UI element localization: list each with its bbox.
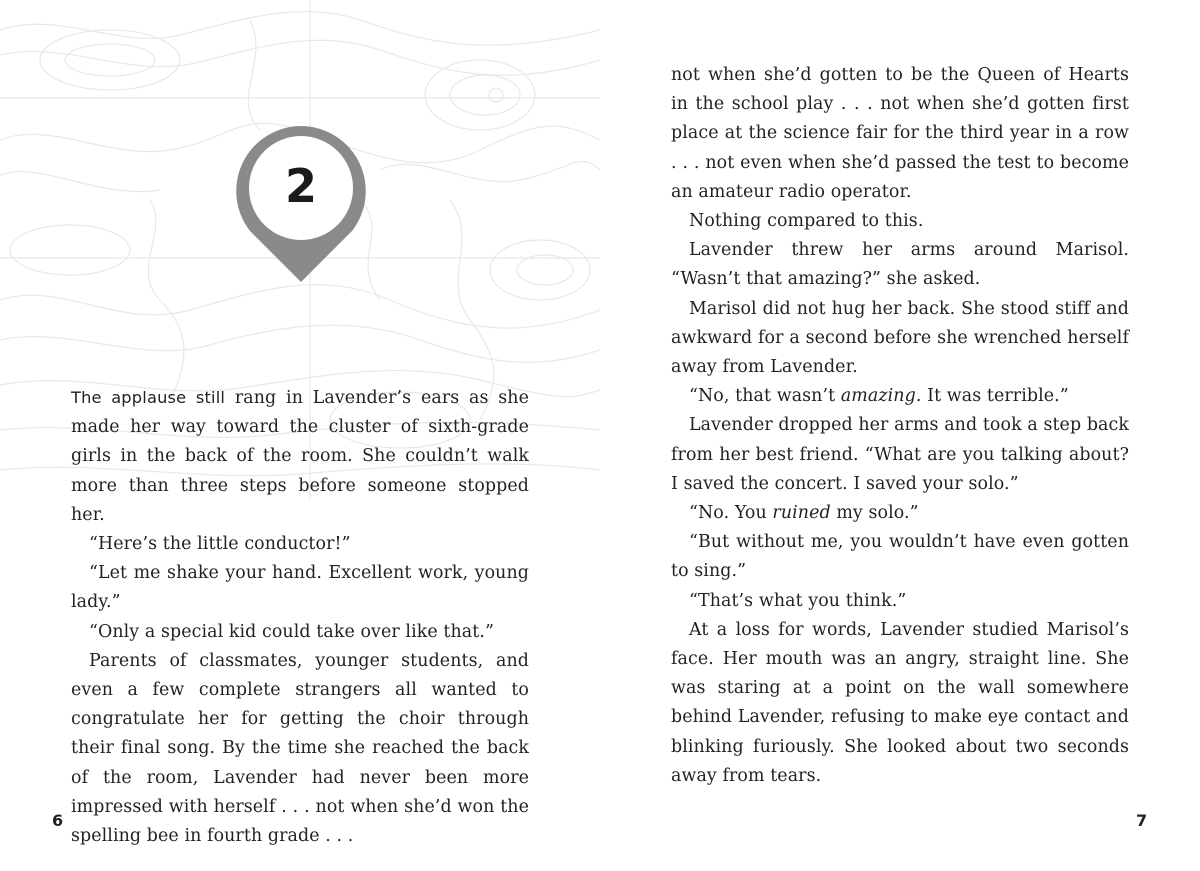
paragraph: “Only a special kid could take over like that.” — [89, 621, 494, 642]
emphasis: amazing. — [840, 386, 922, 407]
page-number: 7 — [1136, 811, 1148, 830]
paragraph: “No, that wasn’t amazing. It was terrible.” — [689, 386, 1069, 407]
paragraph: “Let me shake your hand. Excellent work, young lady.” — [71, 563, 529, 613]
page-number: 6 — [52, 811, 64, 830]
chapter-lead-in: The applause still — [71, 388, 226, 407]
right-page — [600, 0, 1200, 871]
paragraph: The applause still rang in Lavender’s ears as she made her way toward the cluster of sixth-grade girls in the back of the room. She couldn’t walk more than three steps before someone stopped her. — [71, 388, 529, 525]
chapter-number: 2 — [284, 159, 317, 213]
paragraph: “But without me, you wouldn’t have even gotten to sing.” — [671, 532, 1129, 582]
paragraph: “Here’s the little conductor!” — [89, 534, 351, 555]
paragraph: At a loss for words, Lavender studied Marisol’s face. Her mouth was an angry, straight line. She was staring at a point on the wall somewhere behind Lavender, refusing to make eye contact and blinking furiously. She looked about two seconds away from tears. — [671, 619, 1129, 786]
paragraph: “No. You ruined my solo.” — [689, 503, 919, 524]
emphasis: ruined — [772, 503, 831, 524]
left-page-body — [71, 383, 529, 851]
paragraph: “That’s what you think.” — [689, 590, 907, 611]
paragraph: Lavender dropped her arms and took a step back from her best friend. “What are you talking about? I saved the concert. I saved your solo.” — [671, 415, 1129, 494]
paragraph: Parents of classmates, younger students, and even a few complete strangers all wanted to congratulate her for getting the choir through their final song. By the time she reached the back of the room, Lavender had never been more impressed with herself . . . not when she’d won the spelling bee in fourth grade . . . — [71, 650, 529, 847]
paragraph: Nothing compared to this. — [689, 211, 924, 232]
right-page-body — [671, 61, 1129, 791]
paragraph: Lavender threw her arms around Marisol. “Wasn’t that amazing?” she asked. — [671, 240, 1129, 290]
paragraph: not when she’d gotten to be the Queen of Hearts in the school play . . . not when she’d gotten first place at the science fair for the third year in a row . . . not even when she’d passed the test to become an amateur radio operator. — [671, 65, 1129, 202]
paragraph: Marisol did not hug her back. She stood stiff and awkward for a second before she wrenched herself away from Lavender. — [671, 298, 1129, 378]
